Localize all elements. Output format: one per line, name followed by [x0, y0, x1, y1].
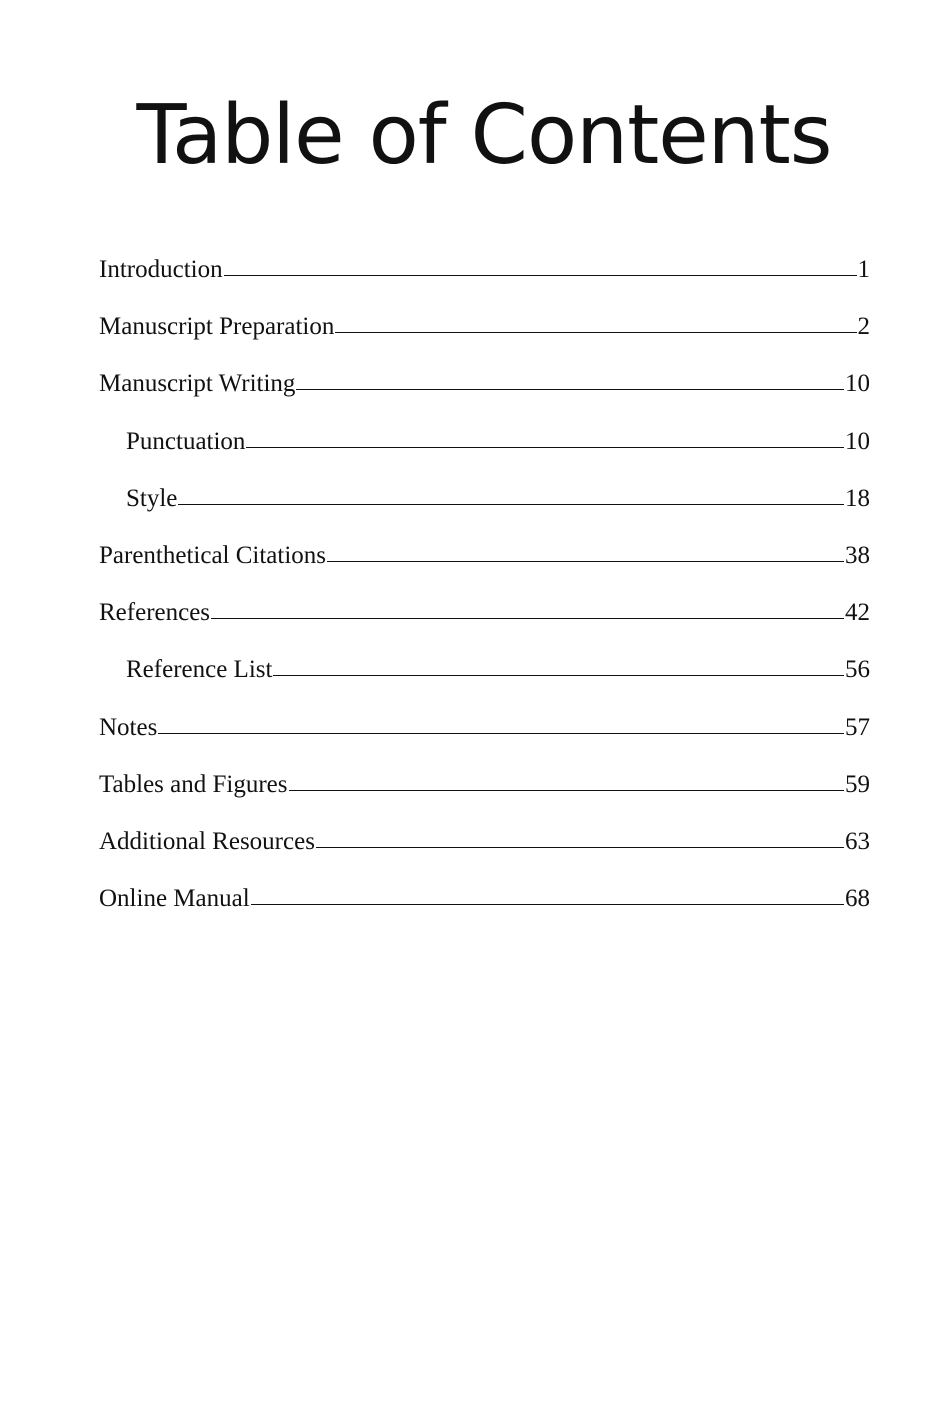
toc-entry-label: Additional Resources [99, 827, 315, 855]
toc-entry-reference-list[interactable] [99, 652, 870, 709]
toc-entry-tables-and-figures[interactable] [99, 767, 870, 824]
toc-leader-line [289, 790, 845, 791]
toc-entry-page: 10 [845, 370, 870, 398]
toc-entry-label: Manuscript Preparation [99, 313, 335, 341]
toc-entry-page: 68 [845, 885, 870, 913]
page-title: Table of Contents [136, 88, 832, 183]
toc-entry-introduction[interactable] [99, 252, 870, 309]
toc-entry-page: 57 [845, 713, 870, 741]
toc-entry-notes[interactable] [99, 710, 870, 767]
toc-entry-page: 38 [845, 541, 870, 569]
toc-entry-label: Manuscript Writing [99, 370, 296, 398]
toc-entry-parenthetical-citations[interactable] [99, 538, 870, 595]
toc-entry-manuscript-writing[interactable] [99, 366, 870, 423]
toc-leader-line [224, 275, 857, 276]
toc-entry-label: Style [126, 484, 178, 512]
toc-entry-page: 1 [857, 256, 870, 283]
toc-entry-punctuation[interactable] [99, 424, 870, 481]
toc-entry-page: 56 [845, 656, 870, 684]
toc-leader-line [251, 904, 844, 905]
toc-leader-line [316, 847, 844, 848]
toc-entry-additional-resources[interactable] [99, 824, 870, 881]
toc-leader-line [296, 389, 844, 390]
toc-entry-label: Notes [99, 713, 158, 741]
toc-entry-label: Reference List [126, 656, 273, 684]
toc-list [99, 252, 870, 938]
toc-leader-line [335, 332, 856, 333]
toc-leader-line [273, 675, 844, 676]
toc-entry-page: 42 [845, 599, 870, 627]
toc-leader-line [178, 504, 844, 505]
toc-entry-label: Punctuation [126, 427, 246, 455]
toc-leader-line [211, 618, 844, 619]
toc-leader-line [158, 733, 844, 734]
toc-leader-line [246, 447, 844, 448]
toc-entry-page: 63 [845, 827, 870, 855]
toc-entry-style[interactable] [99, 481, 870, 538]
toc-leader-line [327, 561, 844, 562]
toc-entry-page: 59 [845, 770, 870, 798]
toc-entry-label: Introduction [99, 256, 223, 283]
toc-entry-page: 10 [845, 427, 870, 455]
toc-entry-label: Tables and Figures [99, 770, 288, 798]
toc-entry-label: Parenthetical Citations [99, 541, 327, 569]
toc-entry-references[interactable] [99, 595, 870, 652]
toc-entry-page: 2 [857, 313, 870, 341]
toc-entry-manuscript-preparation[interactable] [99, 309, 870, 366]
toc-entry-label: Online Manual [99, 885, 250, 913]
toc-entry-online-manual[interactable] [99, 881, 870, 938]
toc-entry-page: 18 [845, 484, 870, 512]
toc-entry-label: References [99, 599, 211, 627]
